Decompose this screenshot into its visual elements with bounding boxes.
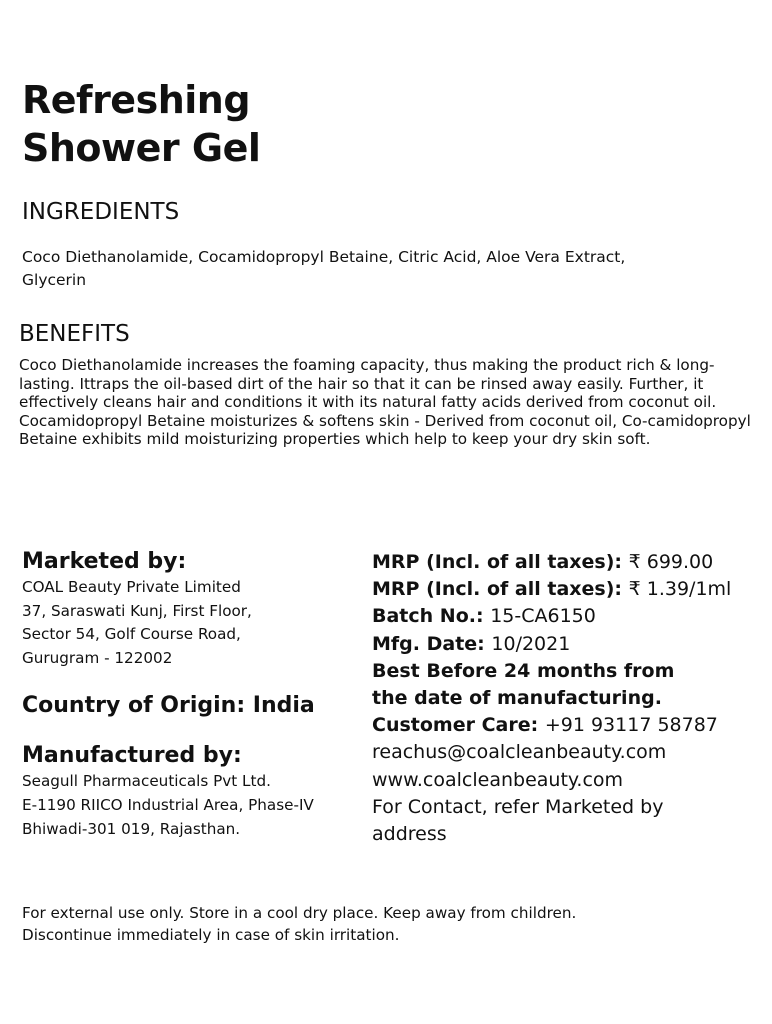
ingredients-list: Coco Diethanolamide, Cocamidopropyl Betaine, Citric Acid, Aloe Vera Extract, Glycerin: [22, 248, 626, 289]
mfg-value: 10/2021: [491, 632, 571, 655]
product-title: [22, 76, 260, 172]
mfg-label: Mfg. Date:: [372, 632, 492, 655]
product-details: [372, 549, 767, 848]
usage-warning: [22, 902, 742, 946]
benefits-paragraph-2: Cocamidopropyl Betaine moisturizes & softens skin - Derived from coconut oil, Co-camidopropyl Betaine exhibits mild moisturizing properties which help to keep your dry skin soft.: [19, 411, 751, 449]
contact-email: reachus@coalcleanbeauty.com: [372, 741, 667, 764]
title-line-2: Shower Gel: [22, 126, 261, 170]
mrp-label: MRP (Incl. of all taxes):: [372, 551, 629, 573]
title-line-1: Refreshing: [22, 78, 251, 122]
marketed-by-address: [22, 576, 362, 670]
best-before-line-2: the date of manufacturing.: [372, 687, 662, 710]
contact-note-line-1: For Contact, refer Marketed by: [372, 795, 664, 818]
benefits-text: [19, 356, 759, 449]
mrp-per-ml-row: [372, 576, 767, 603]
mfg-row: [372, 631, 767, 658]
batch-label: Batch No.:: [372, 605, 491, 628]
customer-care-row: [372, 712, 767, 739]
marketed-line: 37, Saraswati Kunj, First Floor,: [22, 601, 252, 620]
marketed-line: Gurugram - 122002: [22, 648, 173, 667]
marketed-line: Sector 54, Golf Course Road,: [22, 625, 241, 644]
manufactured-by-address: [22, 770, 362, 841]
batch-row: [372, 603, 767, 630]
ingredients-heading: INGREDIENTS: [22, 199, 180, 225]
company-info: [22, 548, 362, 841]
benefits-paragraph-1: Coco Diethanolamide increases the foaming capacity, thus making the product rich & long-lasting. Ittraps the oil-based dirt of the hair so that it can be rinsed away easily. Further, it effectively cleans hair and conditions it with its natural fatty acids derived from coconut oil.: [19, 356, 717, 412]
benefits-heading: BENEFITS: [19, 321, 130, 347]
marketed-by-heading: Marketed by:: [22, 549, 187, 574]
batch-value: 15-CA6150: [490, 605, 596, 628]
customer-care-label: Customer Care:: [372, 714, 545, 737]
manufactured-line: E-1190 RIICO Industrial Area, Phase-IV: [22, 795, 314, 814]
country-of-origin: Country of Origin: India: [22, 693, 315, 719]
manufactured-line: Bhiwadi-301 019, Rajasthan.: [22, 819, 241, 838]
warning-line-2: Discontinue immediately in case of skin irritation.: [22, 926, 400, 944]
manufactured-line: Seagull Pharmaceuticals Pvt Ltd.: [22, 772, 271, 791]
manufactured-by-heading: Manufactured by:: [22, 743, 242, 769]
mrp-per-ml-value: ₹ 1.39/1ml: [628, 578, 732, 601]
customer-care-phone: +91 93117 58787: [544, 714, 718, 737]
mrp-row: [372, 549, 767, 576]
contact-note-line-2: address: [372, 823, 447, 846]
mrp-value: ₹ 699.00: [628, 551, 714, 573]
mrp-per-ml-label: MRP (Incl. of all taxes):: [372, 578, 629, 601]
website: www.coalcleanbeauty.com: [372, 768, 624, 791]
marketed-line: COAL Beauty Private Limited: [22, 578, 241, 596]
warning-line-1: For external use only. Store in a cool dry place. Keep away from children.: [22, 904, 577, 922]
best-before-line-1: Best Before 24 months from: [372, 659, 675, 682]
